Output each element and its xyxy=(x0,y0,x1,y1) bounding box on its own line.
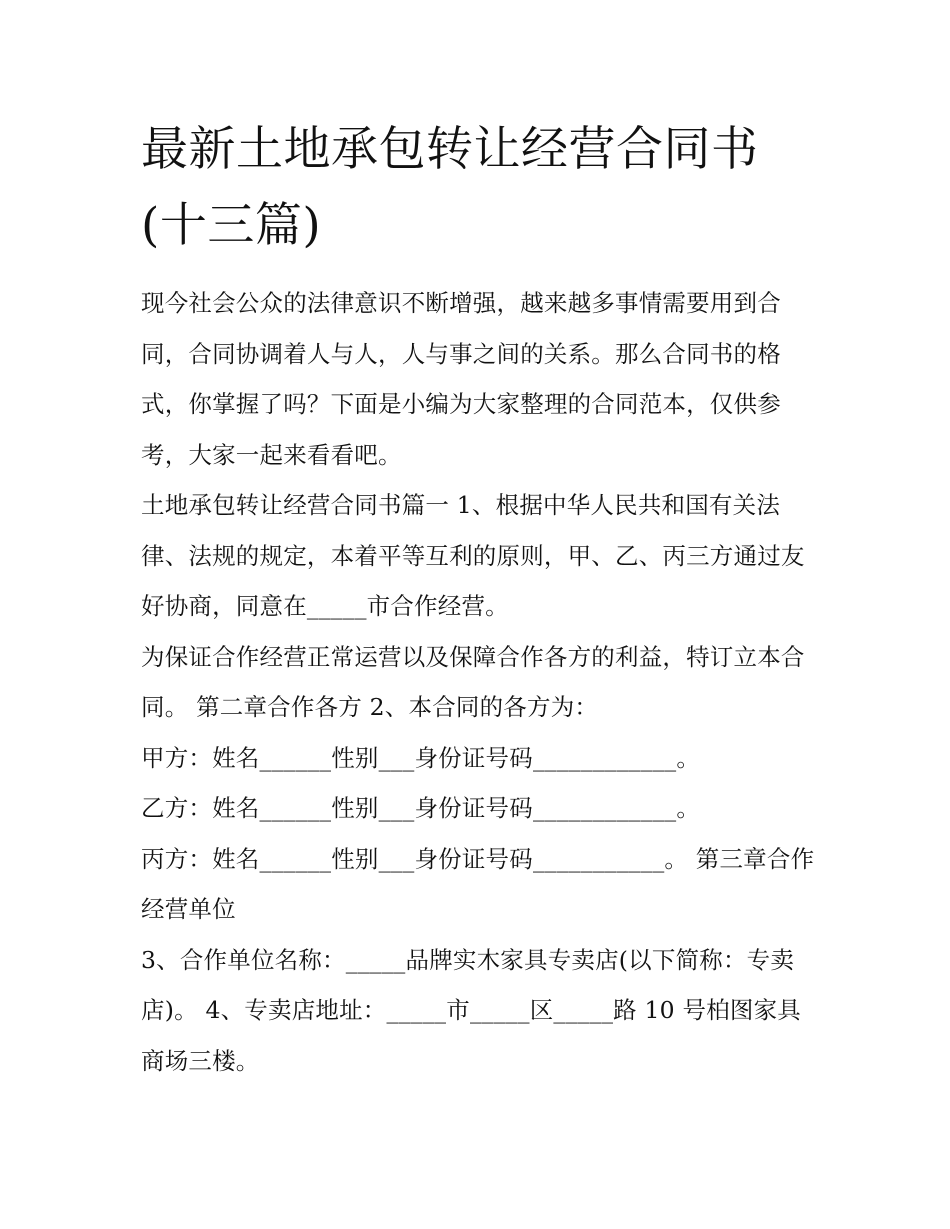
paragraph-intro: 现今社会公众的法律意识不断增强，越来越多事情需要用到合同，合同协调着人与人，人与事之间的关系。那么合同书的格式，你掌握了吗？下面是小编为大家整理的合同范本，仅供参考，大家一起来看看吧。 xyxy=(141,289,781,469)
document-body xyxy=(141,112,821,1086)
paragraph-purpose: 为保证合作经营正常运营以及保障合作各方的利益，特订立本合同。 第二章合作各方 2、本合同的各方为： xyxy=(141,642,805,721)
paragraph-unit-info: 3、合作单位名称：_____品牌实木家具专卖店(以下简称：专卖店)。 4、专卖店地址：_____市_____区_____路 10 号柏图家具商场三楼。 xyxy=(141,945,801,1075)
paragraph-party-b: 乙方：姓名______性别___身份证号码____________。 xyxy=(141,794,701,822)
document-title: 最新土地承包转让经营合同书(十三篇) xyxy=(141,122,759,253)
paragraph-party-a: 甲方：姓名______性别___身份证号码____________。 xyxy=(141,743,701,772)
paragraph-party-c: 丙方：姓名______性别___身份证号码___________。 第三章合作经营单位 xyxy=(141,844,815,923)
paragraph-article-1: 土地承包转让经营合同书篇一 1、根据中华人民共和国有关法律、法规的规定，本着平等互利的原则，甲、乙、丙三方通过友好协商，同意在_____市合作经营。 xyxy=(141,491,805,620)
